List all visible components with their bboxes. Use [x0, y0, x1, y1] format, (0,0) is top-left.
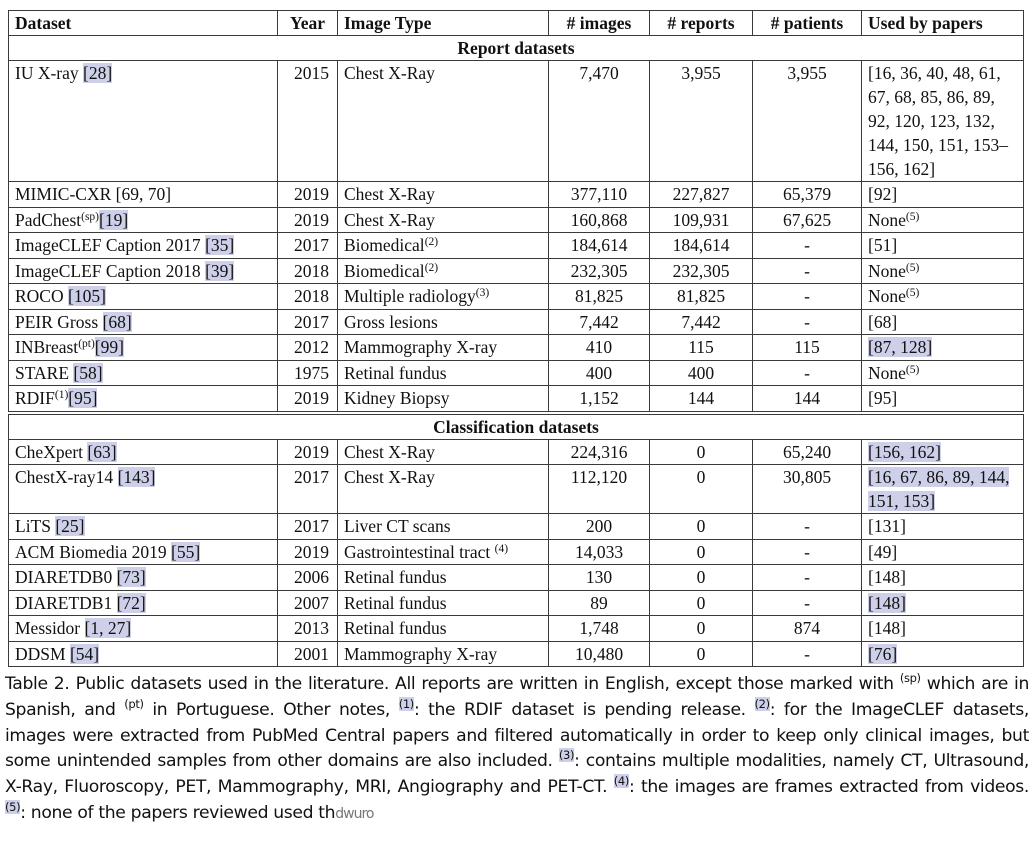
caption-text: in Portuguese. Other notes,	[143, 699, 399, 720]
cell-dataset	[9, 182, 278, 208]
citation-link[interactable]: [69, 70]	[115, 184, 172, 204]
table-row	[9, 258, 1024, 284]
note-5[interactable]: (5)	[5, 799, 21, 814]
table-row	[9, 182, 1024, 208]
cell-image-type	[338, 539, 549, 565]
cell-image-type	[338, 616, 549, 642]
cell-year: 2007	[278, 590, 338, 616]
cell-year: 2015	[278, 61, 338, 182]
cell-dataset	[9, 565, 278, 591]
cell-patients: 144	[753, 386, 862, 412]
cell-used-by-papers	[862, 590, 1024, 616]
cell-dataset	[9, 641, 278, 667]
cell-reports: 81,825	[650, 284, 753, 310]
table-row	[9, 590, 1024, 616]
caption-text: : contains multiple modalities, namely CT, Ultrasound, X-Ray, Fluoroscopy, PET, Mammography, MRI, Angiography and PET-CT.	[5, 751, 1029, 798]
cell-reports: 0	[650, 439, 753, 465]
cell-reports: 3,955	[650, 61, 753, 182]
citation-link[interactable]: [72]	[116, 592, 146, 613]
cell-year: 2001	[278, 641, 338, 667]
table-caption	[5, 672, 1029, 828]
citation-link[interactable]: [54]	[69, 643, 100, 664]
used-by-citations[interactable]: [49]	[868, 541, 898, 562]
cell-patients: -	[753, 258, 862, 284]
cell-patients: -	[753, 360, 862, 386]
cell-year: 2013	[278, 616, 338, 642]
cell-image-type	[338, 360, 549, 386]
cell-images: 400	[549, 360, 650, 386]
cell-dataset	[9, 335, 278, 361]
table-row	[9, 309, 1024, 335]
cell-year: 2018	[278, 284, 338, 310]
cell-year: 2017	[278, 233, 338, 259]
cell-used-by-papers	[862, 616, 1024, 642]
cell-reports: 0	[650, 590, 753, 616]
image-type: Retinal fundus	[344, 567, 447, 587]
dataset-name: CheXpert	[15, 441, 88, 462]
cell-used-by-papers	[862, 182, 1024, 208]
dataset-name: Messidor	[15, 618, 85, 638]
cell-used-by-papers	[862, 465, 1024, 514]
cell-dataset	[9, 465, 278, 514]
used-by-citations[interactable]: [95]	[868, 388, 898, 408]
table-row	[9, 61, 1024, 182]
note-2[interactable]: (2)	[754, 696, 770, 711]
image-type: Chest X-Ray	[344, 184, 435, 204]
used-by-citations[interactable]: None	[868, 286, 906, 306]
used-by-citations[interactable]: [51]	[868, 235, 898, 255]
cell-dataset	[9, 439, 278, 465]
citation-link[interactable]: [25]	[55, 516, 85, 536]
note-1[interactable]: (1)	[398, 696, 414, 711]
header-row	[9, 11, 1024, 36]
cell-reports: 0	[650, 565, 753, 591]
cell-reports: 400	[650, 360, 753, 386]
cell-patients: 115	[753, 335, 862, 361]
cell-image-type	[338, 258, 549, 284]
image-type: Chest X-Ray	[344, 63, 435, 83]
cell-images: 112,120	[549, 465, 650, 514]
image-type: Gastrointestinal tract	[344, 541, 495, 562]
used-by-citations[interactable]: None	[868, 260, 906, 281]
cell-reports: 7,442	[650, 309, 753, 335]
dataset-name: DIARETDB1	[15, 592, 117, 613]
cell-image-type	[338, 386, 549, 412]
cell-patients: -	[753, 284, 862, 310]
cell-reports: 109,931	[650, 207, 753, 233]
citation-link[interactable]: [95]	[68, 388, 98, 408]
image-type: Chest X-Ray	[344, 209, 435, 230]
cell-images: 7,442	[549, 309, 650, 335]
cell-dataset	[9, 539, 278, 565]
cell-patients: 65,379	[753, 182, 862, 208]
header-image-type: Image Type	[338, 11, 549, 36]
cell-patients: 65,240	[753, 439, 862, 465]
image-type: Biomedical	[344, 260, 425, 281]
dataset-name: IU X-ray	[15, 63, 84, 83]
note-sp: (sp)	[899, 671, 921, 685]
used-by-citations[interactable]: [92]	[868, 184, 898, 204]
cell-images: 232,305	[549, 258, 650, 284]
cell-used-by-papers	[862, 258, 1024, 284]
datasets-table	[8, 10, 1024, 667]
cell-image-type	[338, 182, 549, 208]
cell-dataset	[9, 616, 278, 642]
table-row	[9, 565, 1024, 591]
image-type: Liver CT scans	[344, 516, 451, 536]
image-type: Retinal fundus	[344, 618, 447, 638]
header-dataset: Dataset	[9, 11, 278, 36]
image-type: Retinal fundus	[344, 592, 447, 613]
cell-year: 2019	[278, 386, 338, 412]
used-by-citations[interactable]: [76]	[868, 643, 898, 664]
cell-image-type	[338, 309, 549, 335]
cell-images: 377,110	[549, 182, 650, 208]
table-row	[9, 439, 1024, 465]
cell-images: 81,825	[549, 284, 650, 310]
dataset-name: ROCO	[15, 286, 68, 306]
image-type: Biomedical	[344, 235, 425, 255]
citation-link[interactable]: [143]	[117, 467, 156, 487]
cell-patients: 874	[753, 616, 862, 642]
table-row	[9, 233, 1024, 259]
cell-image-type	[338, 61, 549, 182]
cell-images: 1,748	[549, 616, 650, 642]
cell-image-type	[338, 465, 549, 514]
citation-link[interactable]: [35]	[205, 235, 235, 255]
caption-text: : the RDIF dataset is pending release.	[413, 699, 755, 720]
dataset-name: ImageCLEF Caption 2017	[15, 235, 206, 255]
table-row	[9, 207, 1024, 233]
cell-dataset	[9, 284, 278, 310]
cell-dataset	[9, 258, 278, 284]
cell-year: 2017	[278, 514, 338, 540]
dataset-name: PEIR Gross	[15, 311, 103, 332]
citation-link[interactable]: [68]	[102, 311, 132, 332]
used-by-citations[interactable]: [148]	[868, 592, 906, 613]
footnote-ref: (2)	[424, 236, 439, 248]
watermark: dwuro	[335, 805, 374, 822]
used-by-citations[interactable]: [148]	[868, 567, 906, 587]
note-3[interactable]: (3)	[558, 748, 575, 763]
citation-link[interactable]: [58]	[73, 362, 103, 383]
cell-patients: 67,625	[753, 207, 862, 233]
cell-image-type	[338, 641, 549, 667]
cell-reports: 0	[650, 514, 753, 540]
cell-year: 2019	[278, 207, 338, 233]
cell-year: 2018	[278, 258, 338, 284]
cell-reports: 0	[650, 641, 753, 667]
cell-images: 160,868	[549, 207, 650, 233]
language-note: (1)	[54, 389, 69, 401]
cell-image-type	[338, 335, 549, 361]
header-patients: # patients	[753, 11, 862, 36]
used-by-citations[interactable]: [156, 162]	[868, 441, 941, 462]
caption-text: : none of the papers reviewed used th	[20, 802, 336, 823]
dataset-name: DDSM	[15, 643, 70, 664]
citation-link[interactable]: [19]	[99, 209, 129, 230]
image-type: Gross lesions	[344, 311, 438, 332]
table-row	[9, 539, 1024, 565]
cell-images: 200	[549, 514, 650, 540]
cell-year: 2017	[278, 309, 338, 335]
cell-images: 14,033	[549, 539, 650, 565]
citation-link[interactable]: [55]	[171, 541, 201, 562]
image-type: Chest X-Ray	[344, 441, 435, 462]
cell-images: 184,614	[549, 233, 650, 259]
cell-used-by-papers	[862, 284, 1024, 310]
cell-year: 2019	[278, 439, 338, 465]
citation-link[interactable]: [73]	[116, 567, 146, 587]
cell-image-type	[338, 439, 549, 465]
cell-patients: -	[753, 309, 862, 335]
used-by-citations[interactable]: [87, 128]	[868, 337, 933, 357]
footnote-ref: (5)	[905, 210, 920, 223]
footnote-ref: (5)	[905, 363, 920, 376]
cell-patients: -	[753, 590, 862, 616]
footnote-ref: (4)	[494, 542, 509, 555]
cell-patients: -	[753, 565, 862, 591]
cell-patients: -	[753, 539, 862, 565]
cell-image-type	[338, 590, 549, 616]
used-by-citations[interactable]: [148]	[868, 618, 906, 638]
dataset-name: DIARETDB0	[15, 567, 117, 587]
caption-text: Public datasets used in the literature. All reports are written in English, except those marked with	[69, 674, 900, 694]
cell-used-by-papers	[862, 386, 1024, 412]
cell-used-by-papers	[862, 641, 1024, 667]
table-row	[9, 641, 1024, 667]
citation-link[interactable]: [105]	[68, 286, 106, 306]
cell-reports: 227,827	[650, 182, 753, 208]
cell-used-by-papers	[862, 233, 1024, 259]
cell-year: 2017	[278, 465, 338, 514]
header-images: # images	[549, 11, 650, 36]
cell-used-by-papers	[862, 360, 1024, 386]
used-by-citations[interactable]: [68]	[868, 311, 898, 332]
caption-text: which are in Spanish, and	[5, 674, 1029, 720]
cell-reports: 115	[650, 335, 753, 361]
cell-year: 2006	[278, 565, 338, 591]
table-row	[9, 335, 1024, 361]
used-by-citations[interactable]: [16, 36, 40, 48, 61, 67, 68, 85, 86, 89, 92, 120, 123, 132, 144, 150, 151, 153–156, 162]	[868, 63, 1008, 179]
caption-text: : for the ImageCLEF datasets, images were extracted from PubMed Central papers and filtered automatically in order to keep only clinical images, but some unintended samples from other domains are also included.	[5, 699, 1029, 772]
dataset-name: LiTS	[15, 516, 56, 536]
cell-patients: -	[753, 514, 862, 540]
cell-reports: 184,614	[650, 233, 753, 259]
table-row	[9, 514, 1024, 540]
cell-patients: 3,955	[753, 61, 862, 182]
citation-link[interactable]: [99]	[94, 337, 124, 357]
footnote-ref: (5)	[905, 261, 920, 274]
image-type: Multiple radiology	[344, 286, 476, 306]
section-title: Classification datasets	[9, 414, 1024, 439]
footnote-ref: (3)	[475, 287, 490, 299]
cell-dataset	[9, 590, 278, 616]
section-header-row	[9, 414, 1024, 439]
cell-year: 1975	[278, 360, 338, 386]
cell-image-type	[338, 565, 549, 591]
cell-patients: -	[753, 233, 862, 259]
language-note: (pt)	[78, 338, 95, 350]
table-row	[9, 386, 1024, 412]
cell-images: 224,316	[549, 439, 650, 465]
cell-images: 410	[549, 335, 650, 361]
table-row	[9, 616, 1024, 642]
cell-used-by-papers	[862, 539, 1024, 565]
cell-year: 2019	[278, 182, 338, 208]
caption-text: : the images are frames extracted from videos.	[629, 777, 1029, 798]
section-title: Report datasets	[9, 36, 1024, 61]
header-year: Year	[278, 11, 338, 36]
cell-dataset	[9, 233, 278, 259]
cell-images: 7,470	[549, 61, 650, 182]
cell-dataset	[9, 207, 278, 233]
cell-image-type	[338, 233, 549, 259]
cell-reports: 232,305	[650, 258, 753, 284]
used-by-citations[interactable]: None	[868, 362, 906, 383]
cell-dataset	[9, 514, 278, 540]
cell-reports: 0	[650, 616, 753, 642]
image-type: Mammography X-ray	[344, 643, 498, 664]
cell-year: 2012	[278, 335, 338, 361]
cell-image-type	[338, 284, 549, 310]
cell-patients: 30,805	[753, 465, 862, 514]
footnote-ref: (5)	[905, 287, 920, 299]
dataset-name: RDIF	[15, 388, 55, 408]
cell-images: 130	[549, 565, 650, 591]
cell-used-by-papers	[862, 565, 1024, 591]
citation-link[interactable]: [63]	[87, 441, 117, 462]
dataset-name: STARE	[15, 362, 74, 383]
dataset-name: INBreast	[15, 337, 79, 357]
dataset-name: ACM Biomedia 2019	[15, 541, 172, 562]
cell-used-by-papers	[862, 514, 1024, 540]
cell-reports: 0	[650, 465, 753, 514]
cell-reports: 0	[650, 539, 753, 565]
citation-link[interactable]: [1, 27]	[84, 618, 132, 638]
cell-used-by-papers	[862, 61, 1024, 182]
caption-label: Table 2.	[5, 674, 70, 694]
cell-dataset	[9, 309, 278, 335]
footnote-ref: (2)	[424, 261, 439, 274]
used-by-citations[interactable]: None	[868, 209, 906, 230]
cell-reports: 144	[650, 386, 753, 412]
cell-used-by-papers	[862, 309, 1024, 335]
cell-patients: -	[753, 641, 862, 667]
cell-images: 1,152	[549, 386, 650, 412]
language-note: (sp)	[81, 210, 100, 223]
dataset-name: ChestX-ray14	[15, 467, 118, 487]
header-used-by-papers: Used by papers	[862, 11, 1024, 36]
cell-used-by-papers	[862, 439, 1024, 465]
cell-used-by-papers	[862, 335, 1024, 361]
section-header-row	[9, 36, 1024, 61]
cell-dataset	[9, 61, 278, 182]
citation-link[interactable]: [39]	[205, 260, 235, 281]
dataset-name: ImageCLEF Caption 2018	[15, 260, 206, 281]
image-type: Retinal fundus	[344, 362, 447, 383]
dataset-name: PadChest	[15, 209, 82, 230]
image-type: Chest X-Ray	[344, 467, 435, 487]
note-pt: (pt)	[124, 696, 144, 711]
header-reports: # reports	[650, 11, 753, 36]
cell-used-by-papers	[862, 207, 1024, 233]
note-4[interactable]: (4)	[613, 774, 630, 789]
table-row	[9, 465, 1024, 514]
image-type: Kidney Biopsy	[344, 388, 450, 408]
cell-images: 89	[549, 590, 650, 616]
image-type: Mammography X-ray	[344, 337, 498, 357]
used-by-citations[interactable]: [131]	[868, 516, 906, 536]
cell-year: 2019	[278, 539, 338, 565]
used-by-citations[interactable]: [16, 67, 86, 89, 144, 151, 153]	[868, 467, 1010, 511]
citation-link[interactable]: [28]	[83, 63, 113, 83]
table-row	[9, 360, 1024, 386]
cell-dataset	[9, 386, 278, 412]
cell-image-type	[338, 207, 549, 233]
cell-image-type	[338, 514, 549, 540]
table-row	[9, 284, 1024, 310]
dataset-name: MIMIC-CXR	[15, 184, 116, 204]
cell-images: 10,480	[549, 641, 650, 667]
cell-dataset	[9, 360, 278, 386]
